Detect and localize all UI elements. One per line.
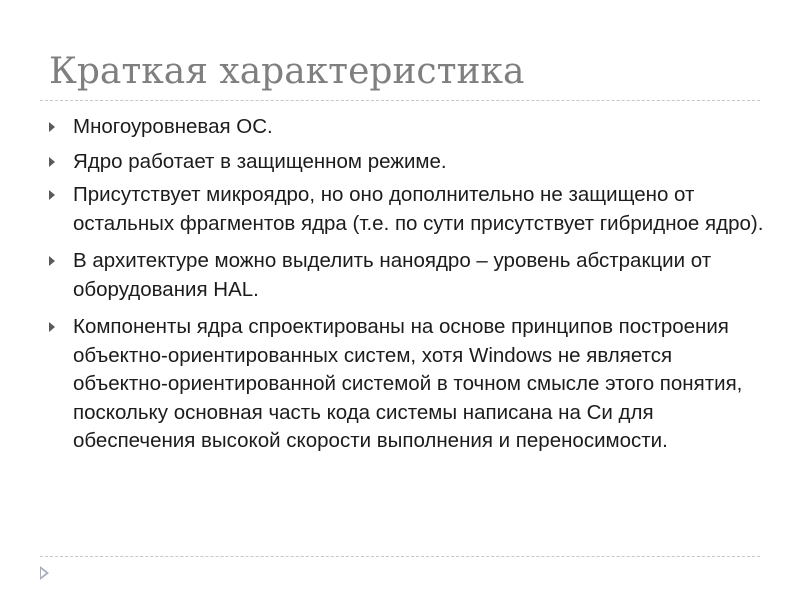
list-item xyxy=(49,148,764,177)
triangle-right-icon xyxy=(49,322,55,332)
list-item xyxy=(49,247,764,304)
footer-divider xyxy=(40,556,760,557)
triangle-right-icon xyxy=(49,157,55,167)
bullet-text: Компоненты ядра спроектированы на основе принципов построения объектно-ориентированных систем, хотя Windows не является объектно-ориентированной системой в точном смысле этого понятия, поскольку основная часть кода системы написана на Си для обеспечения высокой скорости выполнения и переносимости. xyxy=(73,315,743,452)
list-item xyxy=(49,181,764,238)
bullet-text: Ядро работает в защищенном режиме. xyxy=(73,149,447,173)
bullet-text: Многоуровневая ОС. xyxy=(73,115,273,138)
triangle-right-icon xyxy=(49,256,55,266)
slide-title: Краткая характеристика xyxy=(49,51,525,92)
list-item xyxy=(49,113,764,142)
triangle-right-icon xyxy=(49,190,55,200)
triangle-right-icon xyxy=(49,122,55,132)
bullet-text: Присутствует микроядро, но оно дополнительно не защищено от остальных фрагментов ядра (т.е. по сути присутствует гибридное ядро). xyxy=(73,183,764,235)
list-item xyxy=(49,313,764,456)
bullet-list xyxy=(49,113,764,462)
triangle-right-icon xyxy=(40,566,49,580)
bullet-text: В архитектуре можно выделить наноядро – уровень абстракции от оборудования HAL. xyxy=(73,249,712,301)
title-divider xyxy=(40,100,760,101)
